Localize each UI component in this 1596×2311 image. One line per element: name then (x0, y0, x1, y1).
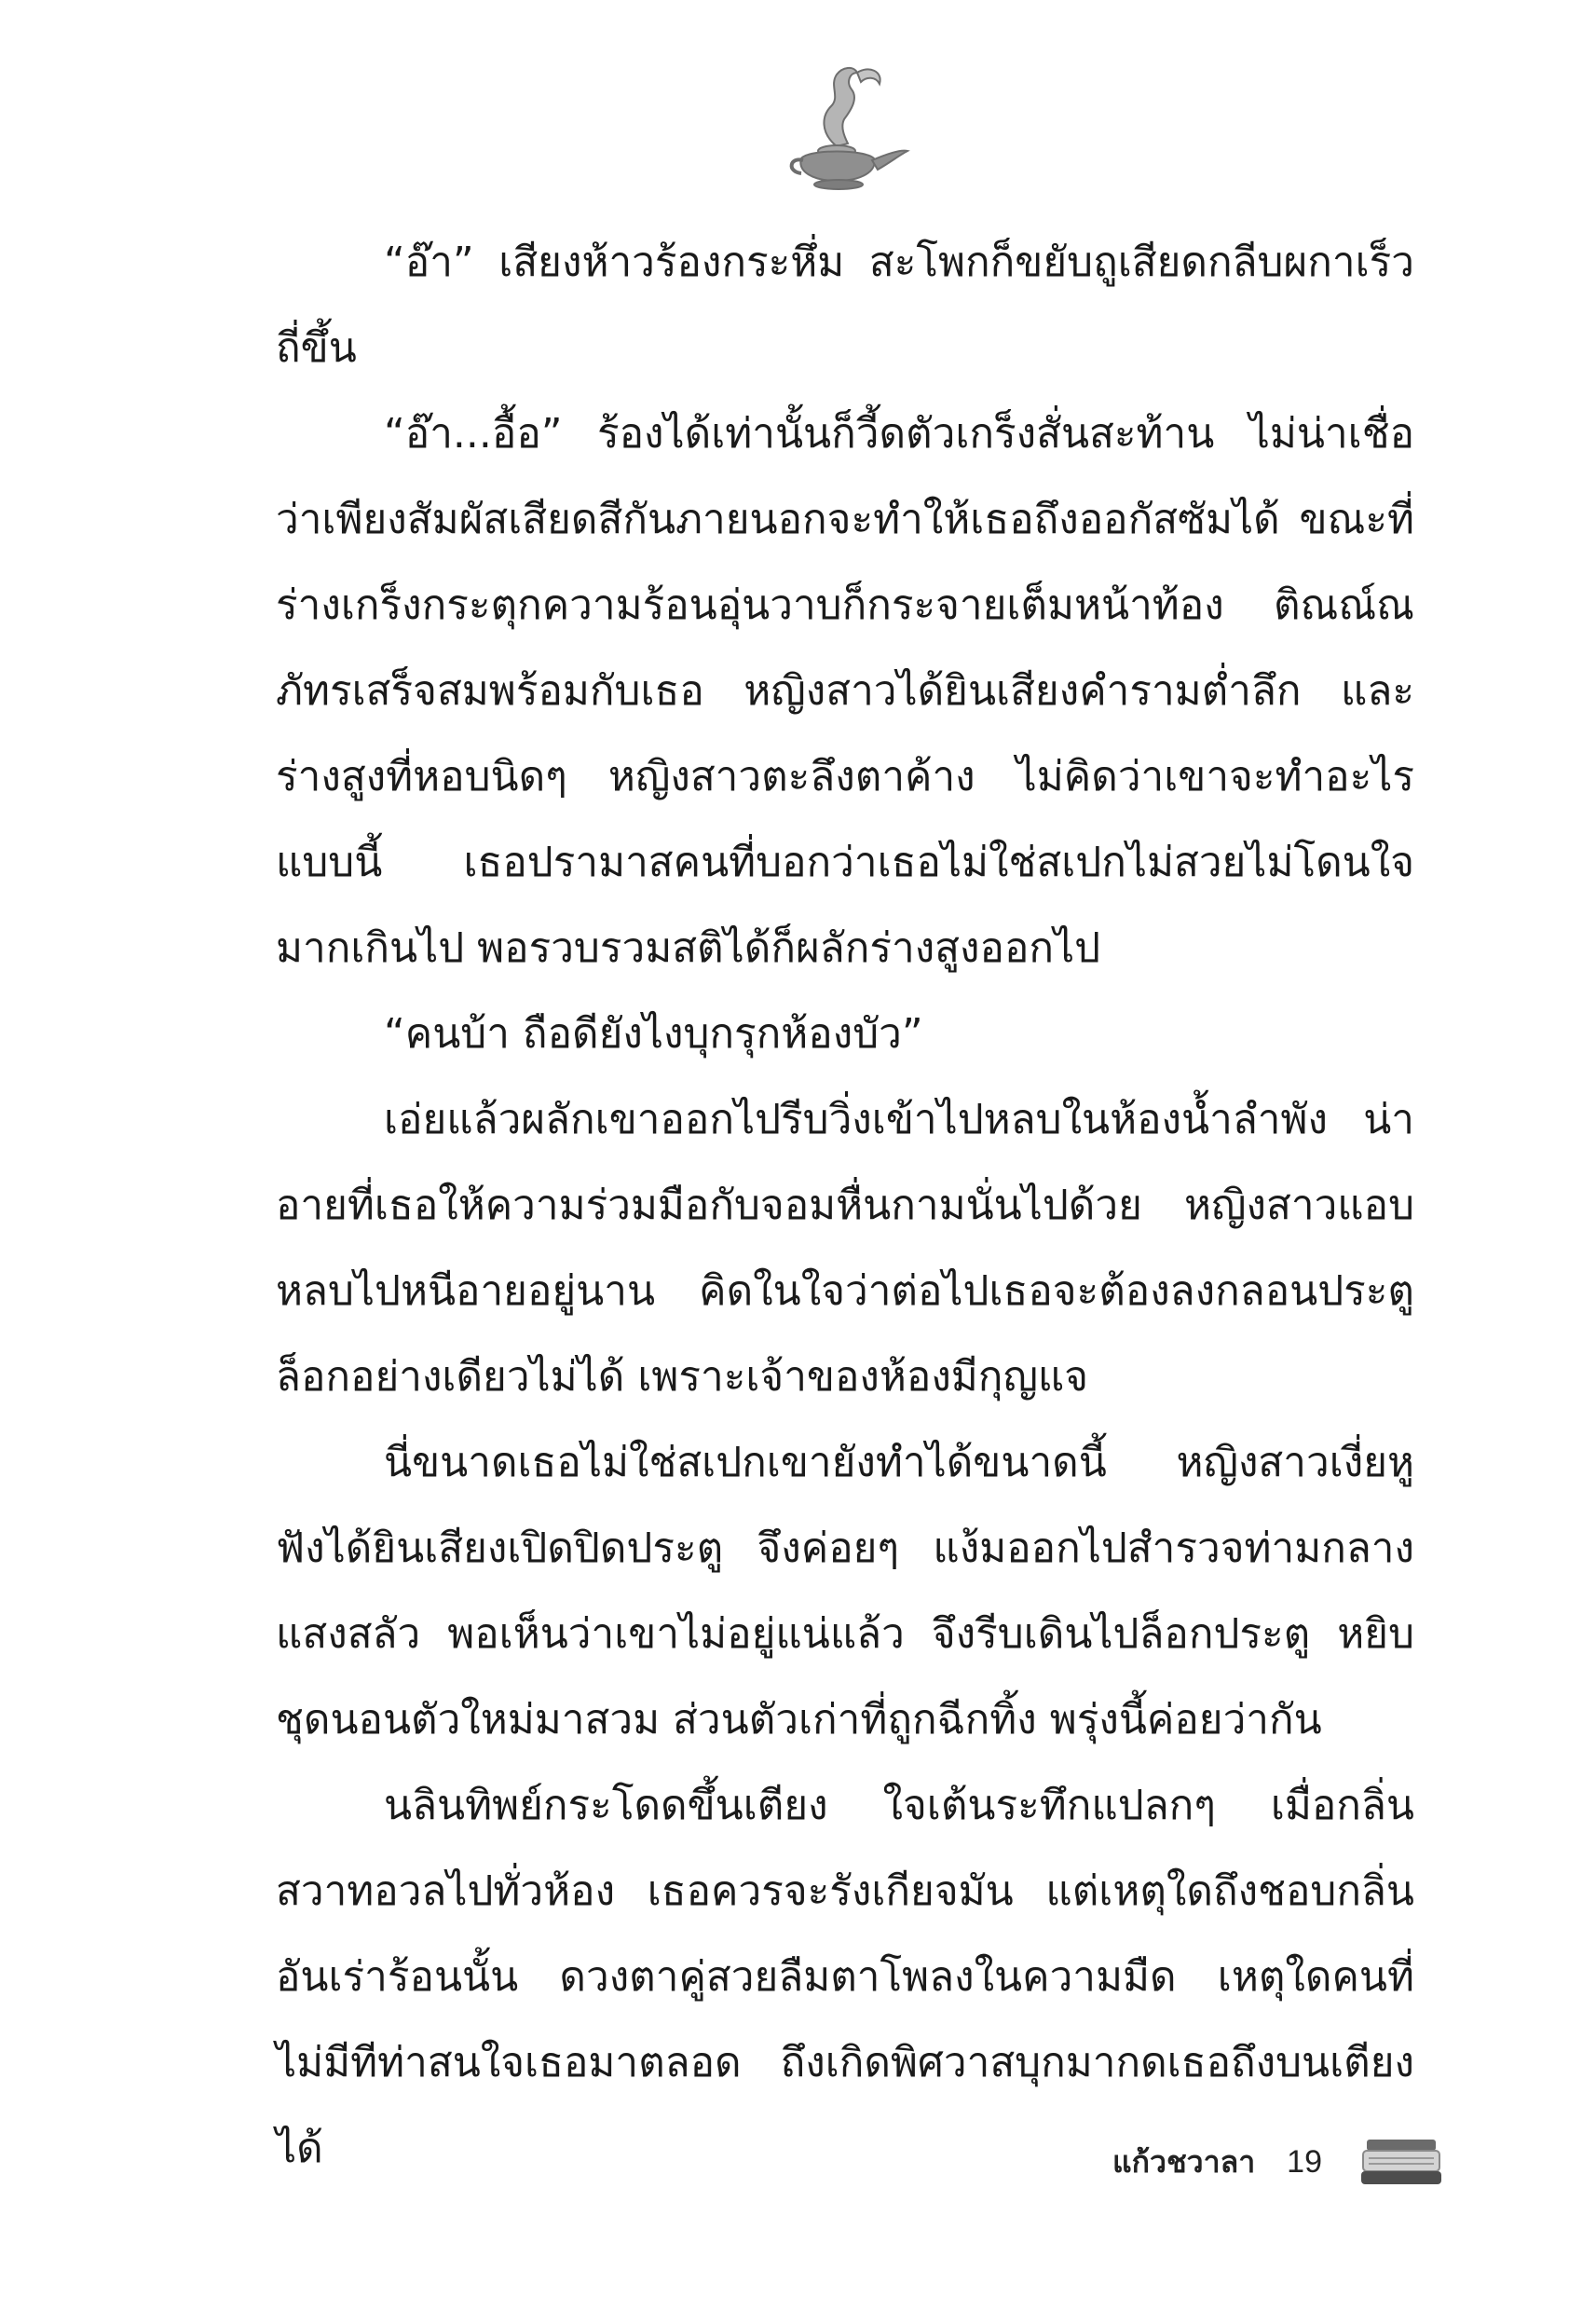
paragraph: “อ๊า” เสียงห้าวร้องกระหึ่ม สะโพกก็ขยับถูเสียดกลีบผกาเร็วถี่ขึ้น (276, 239, 1414, 372)
page-footer (1112, 2129, 1443, 2195)
body-text (276, 220, 1414, 2192)
book-icon (1359, 2136, 1443, 2188)
page-number: 19 (1287, 2143, 1322, 2180)
paragraph: นี่ขนาดเธอไม่ใช่สเปกเขายังทำได้ขนาดนี้ หญิงสาวเงี่ยหูฟังได้ยินเสียงเปิดปิดประตู จึงค่อยๆ แง้มออกไปสำรวจท่ามกลางแสงสลัว พอเห็นว่าเขาไม่อยู่แน่แล้ว จึงรีบเดินไปล็อกประตู หยิบชุดนอนตัวใหม่มาสวม ส่วนตัวเก่าที่ถูกฉีกทิ้ง พรุ่งนี้ค่อยว่ากัน (276, 1439, 1414, 1744)
paragraph: นลินทิพย์กระโดดขึ้นเตียง ใจเต้นระทึกแปลกๆ เมื่อกลิ่นสวาทอวลไปทั่วห้อง เธอควรจะรังเกียจมัน แต่เหตุใดถึงชอบกลิ่นอันเร่าร้อนนั้น ดวงตาคู่สวยลืมตาโพลงในความมืด เหตุใดคนที่ไม่มีทีท่าสนใจเธอมาตลอด ถึงเกิดพิศวาสบุกมากดเธอถึงบนเตียงได้ (276, 1782, 1414, 2172)
paragraph: “คนบ้า ถือดียังไงบุกรุกห้องบัว” (384, 1010, 923, 1058)
paragraph: “อ๊า...อื้อ” ร้องได้เท่านั้นก็วี้ดตัวเกร็งสั่นสะท้าน ไม่น่าเชื่อว่าเพียงสัมผัสเสียดสีกันภายนอกจะทำให้เธอถึงออกัสซัมได้ ขณะที่ร่างเกร็งกระตุกความร้อนอุ่นวาบก็กระจายเต็มหน้าท้อง ติณณ์ณภัทรเสร็จสมพร้อมกับเธอ หญิงสาวได้ยินเสียงคำรามต่ำลึก และร่างสูงที่หอบนิดๆ หญิงสาวตะลึงตาค้าง ไม่คิดว่าเขาจะทำอะไรแบบนี้ เธอปรามาสคนที่บอกว่าเธอไม่ใช่สเปกไม่สวยไม่โดนใจมากเกินไป พอรวบรวมสติได้ก็ผลักร่างสูงออกไป (276, 410, 1414, 972)
book-title: แก้วชวาลา (1112, 2143, 1256, 2180)
genie-lamp-icon (764, 58, 913, 198)
paragraph: เอ่ยแล้วผลักเขาออกไปรีบวิ่งเข้าไปหลบในห้องน้ำลำพัง น่าอายที่เธอให้ความร่วมมือกับจอมหื่นกามนั่นไปด้วย หญิงสาวแอบหลบไปหนีอายอยู่นาน คิดในใจว่าต่อไปเธอจะต้องลงกลอนประตู ล็อกอย่างเดียวไม่ได้ เพราะเจ้าของห้องมีกุญแจ (276, 1096, 1414, 1401)
